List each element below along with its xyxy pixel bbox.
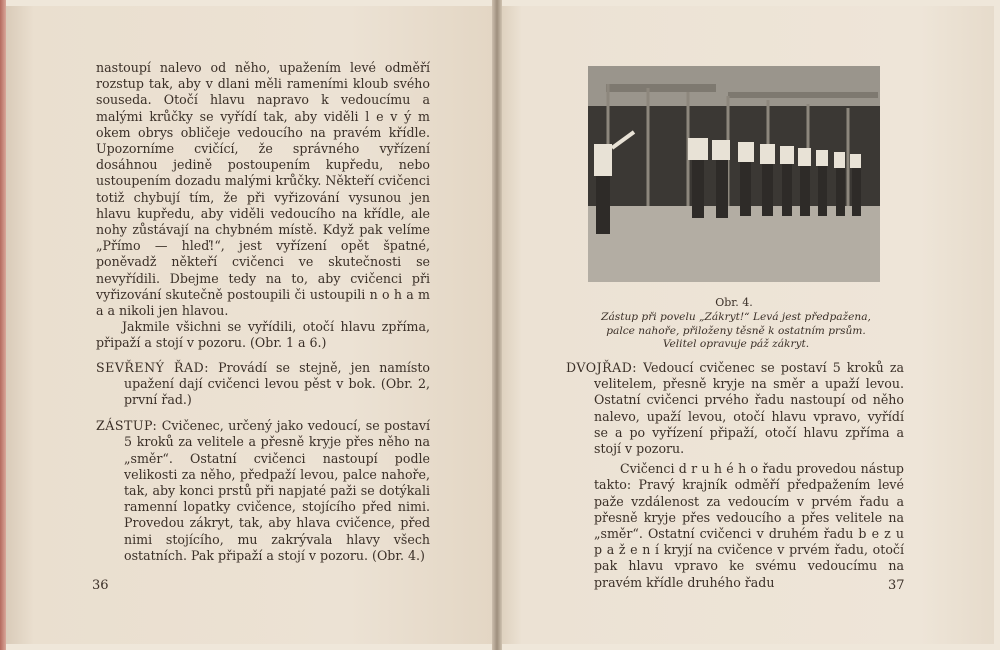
left-page-text [96, 60, 430, 564]
paragraph-second-row: Cvičenci d r u h é h o řadu provedou nástup takto: Pravý krajník odměří předpažením levé paže vzdálenost za vedoucím v prvém řadu a přesně kryje přes vedoucího a přes velitele na „směr“. Ostatní cvičenci v druhém řadu b e z u p a ž e n í kryjí na cvičence v prvém řadu, otočí pak hlavu vpravo ke svému vedoucímu na pravém křídle druhého řadu [594, 461, 904, 590]
section-dvojrad [566, 360, 904, 457]
photo-illustration [588, 66, 880, 282]
book-gutter [492, 0, 502, 650]
section-term: DVOJŘAD: [566, 360, 638, 375]
page-number-right: 37 [888, 578, 905, 593]
paragraph-attention: Jakmile všichni se vyřídili, otočí hlavu zpříma, připaží a stojí v pozoru. (Obr. 1 a 6.) [96, 319, 430, 351]
figure-label: Obr. 4. [715, 296, 753, 309]
figure-caption: Zástup při povelu „Zákryt!“ Levá jest předpažena, palce nahoře, přiloženy těsně k ostatním prsům. Velitel opravuje páž zákryt. [601, 311, 871, 351]
right-page-text [566, 360, 904, 591]
section-text: Cvičenec, určený jako vedoucí, se postaví 5 kroků za velitele a přesně kryje přes něho na „směr“. Ostatní cvičenci nastoupí podle velikosti za něho, předpaží levou, palce nahoře, tak, aby konci prstů při napjaté paži se dotýkali ramenní lopatky cvičence, stojícího před nimi. Provedou zákryt, tak, aby hlava cvičence, před nimi stojícího, mu zakrývala hlavy všech ostatních. Pak připaží a stojí v pozoru. (Obr. 4.) [124, 418, 430, 563]
section-text: Provádí se stejně, jen namísto upažení dají cvičenci levou pěst v bok. (Obr. 2, první řad.) [124, 359, 430, 408]
section-term: ZÁSTUP: [96, 418, 158, 434]
figure-photo [588, 66, 880, 282]
section-zastup [96, 418, 430, 564]
section-text: Vedoucí cvičenec se postaví 5 kroků za velitelem, přesně kryje na směr a upaží levou. Ostatní cvičenci prvého řadu nastoupí od něho nalevo, upaží levou, otočí hlavu vpravo, vyřídí se a po vyřízení připaží, otočí hlavu zpříma a stojí v pozoru. [594, 360, 904, 457]
section-term: SEVŘENÝ ŘAD: [96, 359, 209, 375]
page-number-left: 36 [92, 578, 109, 593]
paragraph-alignment: nastoupí nalevo od něho, upažením levé odměří rozstup tak, aby v dlani měli rameními kloub svého souseda. Otočí hlavu napravo k vedoucímu a malými krůčky se vyřídí tak, aby viděli l e v ý m okem obrys obličeje vedoucího na pravém křídle. Upozorníme cvičící, že správného vyřízení dosáhnou jedině postoupením kupředu, nebo ustoupením dozadu malými krůčky. Někteří cvičenci totiž chybují tím, že při vyřizování vysunou jen hlavu kupředu, aby viděli vedoucího na křídle, ale nohy zůstávají na chybném místě. Když pak velíme „Přímo — hleď!“, jest vyřízení opět špatné, poněvadž někteří cvičenci ve skutečnosti se nevyřídili. Dbejme tedy na to, aby cvičenci při vyřizování skutečně postoupili či ustoupili n o h a m a a nikoli jen hlavou. [96, 60, 430, 319]
section-sevreny-rad [96, 360, 430, 409]
